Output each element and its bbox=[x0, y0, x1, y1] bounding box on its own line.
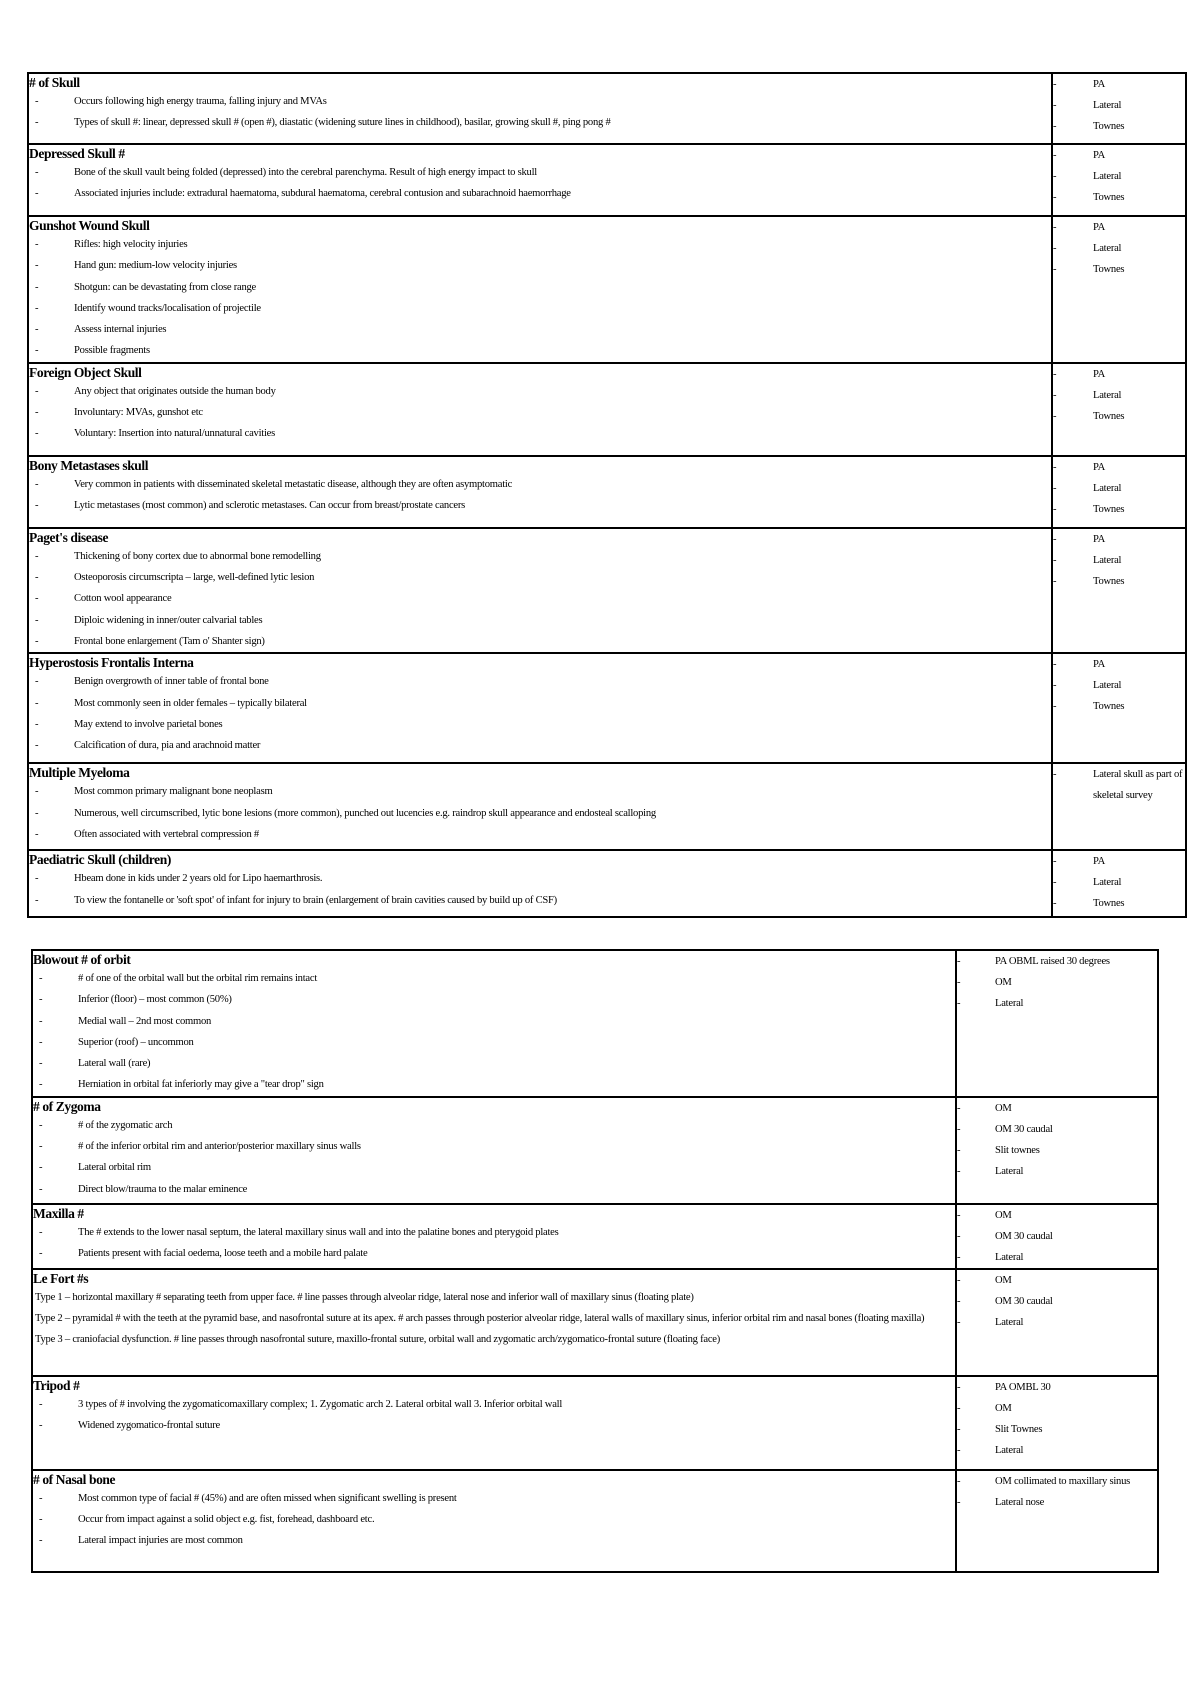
section-row bbox=[28, 456, 1186, 528]
projection-view: - Lateral bbox=[1053, 166, 1185, 187]
projection-view: - PA bbox=[1053, 364, 1185, 385]
section-row bbox=[28, 363, 1186, 456]
projection-view: - Lateral bbox=[957, 1440, 1157, 1461]
bullet-item: - # of one of the orbital wall but the orbital rim remains intact bbox=[33, 968, 955, 989]
section-description-cell bbox=[32, 1376, 956, 1470]
bullet-item: - Identify wound tracks/localisation of projectile bbox=[29, 298, 1051, 319]
bullet-item: - Direct blow/trauma to the malar eminence bbox=[33, 1179, 955, 1200]
bullet-item: - Osteoporosis circumscripta – large, well-defined lytic lesion bbox=[29, 567, 1051, 588]
section-row bbox=[32, 1269, 1158, 1376]
projection-view: - OM bbox=[957, 1398, 1157, 1419]
projection-views-cell bbox=[956, 1269, 1158, 1376]
skull-conditions-table bbox=[27, 72, 1187, 918]
section-description-cell bbox=[32, 1097, 956, 1204]
projection-view: - Lateral bbox=[1053, 385, 1185, 406]
bullet-item: - # of the inferior orbital rim and anterior/posterior maxillary sinus walls bbox=[33, 1136, 955, 1157]
projection-view: - PA bbox=[1053, 654, 1185, 675]
bullet-item: - Often associated with vertebral compression # bbox=[29, 824, 1051, 845]
projection-view: - Lateral bbox=[1053, 550, 1185, 571]
bullet-item: - Thickening of bony cortex due to abnormal bone remodelling bbox=[29, 546, 1051, 567]
section-title: Foreign Object Skull bbox=[29, 364, 142, 380]
projection-views-cell bbox=[956, 1204, 1158, 1269]
section-description-cell bbox=[28, 653, 1052, 763]
projection-view: - OM collimated to maxillary sinus bbox=[957, 1471, 1157, 1492]
section-title: Bony Metastases skull bbox=[29, 457, 149, 473]
type-paragraph: Type 1 – horizontal maxillary # separating teeth from upper face. # line passes through alveolar ridge, lateral nose and inferior wall of maxillary sinus (floating plate) bbox=[35, 1291, 694, 1303]
section-description-cell bbox=[28, 528, 1052, 653]
projection-view: - OM 30 caudal bbox=[957, 1226, 1157, 1247]
bullet-item: - Lateral orbital rim bbox=[33, 1157, 955, 1178]
bullet-item: - Inferior (floor) – most common (50%) bbox=[33, 989, 955, 1010]
section-row bbox=[28, 216, 1186, 363]
bullet-item: - The # extends to the lower nasal septum, the lateral maxillary sinus wall and into the palatine bones and pterygoid plates bbox=[33, 1222, 955, 1243]
projection-views-cell bbox=[956, 1470, 1158, 1572]
section-description-cell bbox=[28, 456, 1052, 528]
bullet-item: - Medial wall – 2nd most common bbox=[33, 1011, 955, 1032]
projection-view: - OM bbox=[957, 1205, 1157, 1226]
projection-view: - Lateral bbox=[1053, 872, 1185, 893]
section-description-cell bbox=[32, 1269, 956, 1376]
bullet-item: - Lateral wall (rare) bbox=[33, 1053, 955, 1074]
section-row bbox=[32, 1470, 1158, 1572]
bullet-item: - Patients present with facial oedema, loose teeth and a mobile hard palate bbox=[33, 1243, 955, 1264]
bullet-item: - # of the zygomatic arch bbox=[33, 1115, 955, 1136]
projection-view: - PA OMBL 30 bbox=[957, 1377, 1157, 1398]
bullet-item: - Possible fragments bbox=[29, 340, 1051, 361]
projection-views-cell bbox=[1052, 144, 1186, 216]
section-title: # of Skull bbox=[29, 75, 80, 90]
projection-view: - Lateral bbox=[1053, 675, 1185, 696]
projection-view: - Slit townes bbox=[957, 1140, 1157, 1161]
projection-views-cell bbox=[1052, 850, 1186, 917]
projection-view: - Townes bbox=[1053, 259, 1185, 280]
section-title: Paediatric Skull (children) bbox=[29, 852, 171, 868]
bullet-item: - Lateral impact injuries are most common bbox=[33, 1530, 955, 1551]
bullet-item: - Bone of the skull vault being folded (depressed) into the cerebral parenchyma. Result of high energy impact to skull bbox=[29, 162, 1051, 183]
projection-view: - Lateral bbox=[957, 993, 1157, 1014]
bullet-item: - Calcification of dura, pia and arachnoid matter bbox=[29, 735, 1051, 756]
projection-view: - PA bbox=[1053, 457, 1185, 478]
projection-views-cell bbox=[1052, 216, 1186, 363]
section-row bbox=[32, 1204, 1158, 1269]
projection-view: - Townes bbox=[1053, 406, 1185, 427]
section-description-cell bbox=[32, 1204, 956, 1269]
projection-view: - OM bbox=[957, 1098, 1157, 1119]
projection-views-cell bbox=[1052, 456, 1186, 528]
bullet-item: - To view the fontanelle or 'soft spot' of infant for injury to brain (enlargement of brain cavities caused by build up of CSF) bbox=[29, 890, 1051, 911]
projection-view: - Townes bbox=[1053, 499, 1185, 520]
bullet-item: - Widened zygomatico-frontal suture bbox=[33, 1415, 955, 1436]
section-description-cell bbox=[28, 144, 1052, 216]
projection-view: - OM bbox=[957, 972, 1157, 993]
bullet-item: - Rifles: high velocity injuries bbox=[29, 234, 1051, 255]
bullet-item: - 3 types of # involving the zygomaticomaxillary complex; 1. Zygomatic arch 2. Lateral orbital wall 3. Inferior orbital wall bbox=[33, 1394, 955, 1415]
projection-view: - Lateral nose bbox=[957, 1492, 1157, 1513]
projection-view: - Lateral bbox=[957, 1247, 1157, 1268]
bullet-item: - Superior (roof) – uncommon bbox=[33, 1032, 955, 1053]
section-row bbox=[28, 144, 1186, 216]
section-title: Le Fort #s bbox=[33, 1270, 89, 1286]
projection-view: - Lateral skull as part of skeletal survey bbox=[1053, 764, 1185, 806]
projection-views-cell bbox=[1052, 763, 1186, 850]
section-row bbox=[28, 528, 1186, 653]
bullet-item: - Occur from impact against a solid object e.g. fist, forehead, dashboard etc. bbox=[33, 1509, 955, 1530]
section-description-cell bbox=[28, 216, 1052, 363]
bullet-item: - Involuntary: MVAs, gunshot etc bbox=[29, 402, 1051, 423]
skull-table-body bbox=[28, 73, 1186, 917]
bullet-item: - Assess internal injuries bbox=[29, 319, 1051, 340]
bullet-item: - Associated injuries include: extradural haematoma, subdural haematoma, cerebral contusion and subarachnoid haemorrhage bbox=[29, 183, 1051, 204]
section-title: Gunshot Wound Skull bbox=[29, 218, 150, 233]
projection-view: - Townes bbox=[1053, 696, 1185, 717]
section-title: Hyperostosis Frontalis Interna bbox=[29, 655, 194, 671]
bullet-item: - Very common in patients with disseminated skeletal metastatic disease, although they are often asymptomatic bbox=[29, 474, 1051, 495]
bullet-item: - Herniation in orbital fat inferiorly may give a "tear drop" sign bbox=[33, 1074, 955, 1095]
section-title: Paget's disease bbox=[29, 529, 109, 545]
projection-view: - Slit Townes bbox=[957, 1419, 1157, 1440]
projection-view: - PA bbox=[1053, 217, 1185, 238]
projection-view: - Townes bbox=[1053, 893, 1185, 914]
section-row bbox=[32, 1376, 1158, 1470]
section-description-cell bbox=[32, 950, 956, 1097]
section-title: Multiple Myeloma bbox=[29, 765, 130, 781]
bullet-item: - Voluntary: Insertion into natural/unnatural cavities bbox=[29, 423, 1051, 444]
projection-view: - OM 30 caudal bbox=[957, 1119, 1157, 1140]
bullet-item: - May extend to involve parietal bones bbox=[29, 714, 1051, 735]
facial-table-body bbox=[32, 950, 1158, 1572]
section-row bbox=[28, 653, 1186, 763]
section-row bbox=[28, 73, 1186, 144]
projection-view: - OM 30 caudal bbox=[957, 1291, 1157, 1312]
bullet-item: - Diploic widening in inner/outer calvarial tables bbox=[29, 610, 1051, 631]
projection-views-cell bbox=[1052, 653, 1186, 763]
bullet-item: - Shotgun: can be devastating from close range bbox=[29, 277, 1051, 298]
projection-view: - OM bbox=[957, 1270, 1157, 1291]
section-row bbox=[32, 1097, 1158, 1204]
bullet-item: - Occurs following high energy trauma, falling injury and MVAs bbox=[29, 91, 1051, 112]
projection-view: - Lateral bbox=[1053, 238, 1185, 259]
section-description-cell bbox=[28, 763, 1052, 850]
section-description-cell bbox=[32, 1470, 956, 1572]
projection-views-cell bbox=[956, 1376, 1158, 1470]
bullet-item: - Numerous, well circumscribed, lytic bone lesions (more common), punched out lucencies e.g. raindrop skull appearance and endosteal scalloping bbox=[29, 803, 1051, 824]
type-paragraph: Type 2 – pyramidal # with the teeth at the pyramid base, and nasofrontal suture at its apex. # arch passes through posterior alveolar ridge, lateral walls of maxillary sinus, inferior orbital rim and nasal bones (floating maxilla) bbox=[35, 1312, 925, 1324]
projection-views-cell bbox=[956, 950, 1158, 1097]
projection-view: - PA bbox=[1053, 529, 1185, 550]
section-title: # of Nasal bone bbox=[33, 1471, 116, 1487]
bullet-item: - Benign overgrowth of inner table of frontal bone bbox=[29, 671, 1051, 692]
projection-view: - Lateral bbox=[1053, 95, 1185, 116]
facial-fractures-table bbox=[31, 949, 1159, 1573]
section-row bbox=[28, 763, 1186, 850]
bullet-item: - Hand gun: medium-low velocity injuries bbox=[29, 255, 1051, 276]
bullet-item: - Most common type of facial # (45%) and are often missed when significant swelling is present bbox=[33, 1488, 955, 1509]
projection-views-cell bbox=[956, 1097, 1158, 1204]
projection-view: - PA OBML raised 30 degrees bbox=[957, 951, 1157, 972]
bullet-item: - Hbeam done in kids under 2 years old for Lipo haemarthrosis. bbox=[29, 868, 1051, 889]
projection-views-cell bbox=[1052, 73, 1186, 144]
section-description-cell bbox=[28, 363, 1052, 456]
bullet-item: - Any object that originates outside the human body bbox=[29, 381, 1051, 402]
section-description-cell bbox=[28, 73, 1052, 144]
projection-view: - Townes bbox=[1053, 116, 1185, 137]
projection-views-cell bbox=[1052, 363, 1186, 456]
bullet-item: - Types of skull #: linear, depressed skull # (open #), diastatic (widening suture lines in childhood), basilar, growing skull #, ping pong # bbox=[29, 112, 1051, 133]
projection-view: - PA bbox=[1053, 74, 1185, 95]
section-description-cell bbox=[28, 850, 1052, 917]
section-title: Tripod # bbox=[33, 1377, 80, 1393]
type-paragraph: Type 3 – craniofacial dysfunction. # line passes through nasofrontal suture, maxillo-frontal suture, orbital wall and zygomatic arch/zygomatico-frontal suture (floating face) bbox=[35, 1333, 721, 1345]
projection-view: - PA bbox=[1053, 851, 1185, 872]
projection-view: - Lateral bbox=[1053, 478, 1185, 499]
section-title: # of Zygoma bbox=[33, 1098, 101, 1114]
bullet-item: - Lytic metastases (most common) and sclerotic metastases. Can occur from breast/prostate cancers bbox=[29, 495, 1051, 516]
section-title: Blowout # of orbit bbox=[33, 952, 131, 967]
bullet-item: - Most common primary malignant bone neoplasm bbox=[29, 781, 1051, 802]
bullet-item: - Cotton wool appearance bbox=[29, 588, 1051, 609]
section-row bbox=[32, 950, 1158, 1097]
section-title: Depressed Skull # bbox=[29, 146, 125, 161]
projection-view: - Lateral bbox=[957, 1161, 1157, 1182]
bullet-item: - Frontal bone enlargement (Tam o' Shanter sign) bbox=[29, 631, 1051, 652]
section-row bbox=[28, 850, 1186, 917]
projection-view: - Townes bbox=[1053, 187, 1185, 208]
projection-view: - PA bbox=[1053, 145, 1185, 166]
projection-view: - Townes bbox=[1053, 571, 1185, 592]
projection-views-cell bbox=[1052, 528, 1186, 653]
bullet-item: - Most commonly seen in older females – typically bilateral bbox=[29, 693, 1051, 714]
projection-view: - Lateral bbox=[957, 1312, 1157, 1333]
section-title: Maxilla # bbox=[33, 1205, 84, 1221]
